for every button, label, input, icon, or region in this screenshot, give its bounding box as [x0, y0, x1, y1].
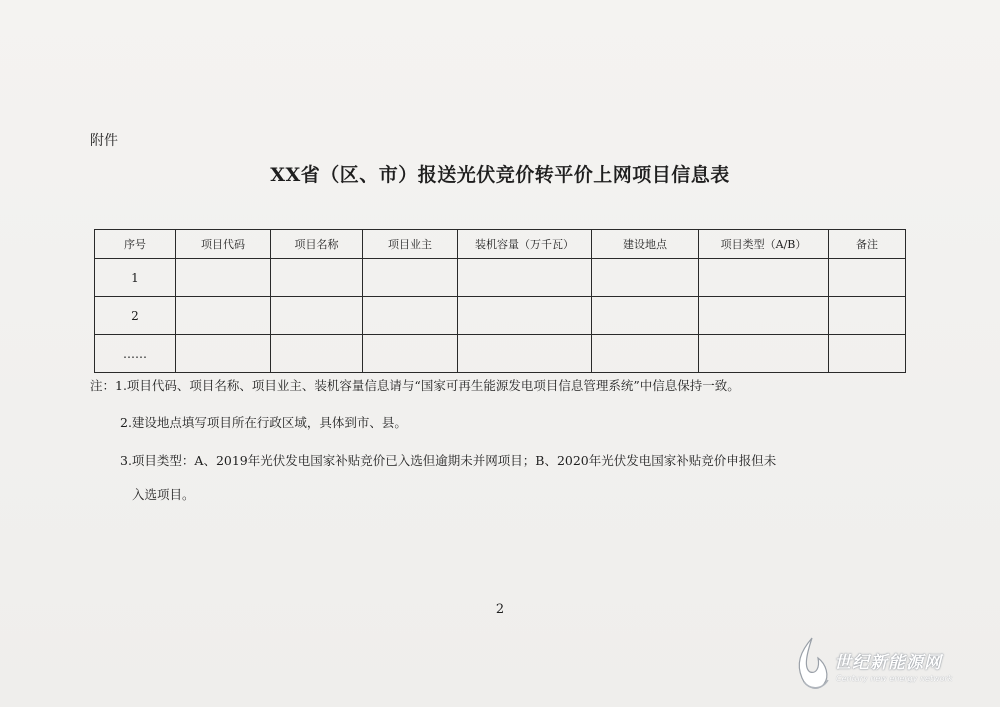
table-cell: [829, 259, 906, 297]
column-header: 装机容量（万千瓦）: [458, 230, 592, 259]
table-cell: [592, 259, 699, 297]
column-header: 建设地点: [592, 230, 699, 259]
flame-logo-icon: [790, 634, 834, 696]
table-row: [95, 335, 906, 373]
table-header-row: [95, 230, 906, 259]
page-number: 2: [495, 602, 505, 617]
attachment-label: 附件: [90, 133, 118, 149]
document-title: XX省（区、市）报送光伏竞价转平价上网项目信息表: [270, 164, 730, 186]
table-cell: [699, 297, 829, 335]
table-cell: [829, 297, 906, 335]
note-3: 3.项目类型：A、2019年光伏发电国家补贴竞价已入选但逾期未并网项目；B、2020年光伏发电国家补贴竞价申报但未: [120, 453, 777, 468]
table-cell: [699, 259, 829, 297]
table-cell: [458, 335, 592, 373]
column-header: 项目业主: [363, 230, 458, 259]
table-cell: [271, 259, 363, 297]
table-cell: [271, 335, 363, 373]
column-header: 备注: [829, 230, 906, 259]
table-cell: [363, 335, 458, 373]
table-cell-index: ……: [95, 335, 176, 373]
watermark-logo: [790, 632, 990, 702]
table-cell: [176, 297, 271, 335]
note-2: 2.建设地点填写项目所在行政区域，具体到市、县。: [120, 415, 407, 430]
table-cell: [458, 297, 592, 335]
watermark-subtitle: Century new energy network: [836, 674, 953, 683]
table-cell: [363, 259, 458, 297]
table-cell: [271, 297, 363, 335]
column-header: 项目名称: [271, 230, 363, 259]
table-cell: [699, 335, 829, 373]
project-info-table: [94, 229, 906, 373]
table-cell: [458, 259, 592, 297]
column-header: 项目代码: [176, 230, 271, 259]
note-1: 注：1.项目代码、项目名称、项目业主、装机容量信息请与“国家可再生能源发电项目信息管理系统”中信息保持一致。: [90, 378, 740, 393]
note-3-continuation: 入选项目。: [132, 487, 195, 502]
column-header: 项目类型（A/B）: [699, 230, 829, 259]
table-cell-index: 1: [95, 259, 176, 297]
column-header: 序号: [95, 230, 176, 259]
table-row: [95, 259, 906, 297]
table-cell: [829, 335, 906, 373]
table-cell: [592, 335, 699, 373]
table-cell: [363, 297, 458, 335]
watermark-name: 世纪新能源网: [834, 653, 942, 673]
table-cell: [176, 259, 271, 297]
table-cell-index: 2: [95, 297, 176, 335]
table-row: [95, 297, 906, 335]
table-cell: [176, 335, 271, 373]
table-cell: [592, 297, 699, 335]
